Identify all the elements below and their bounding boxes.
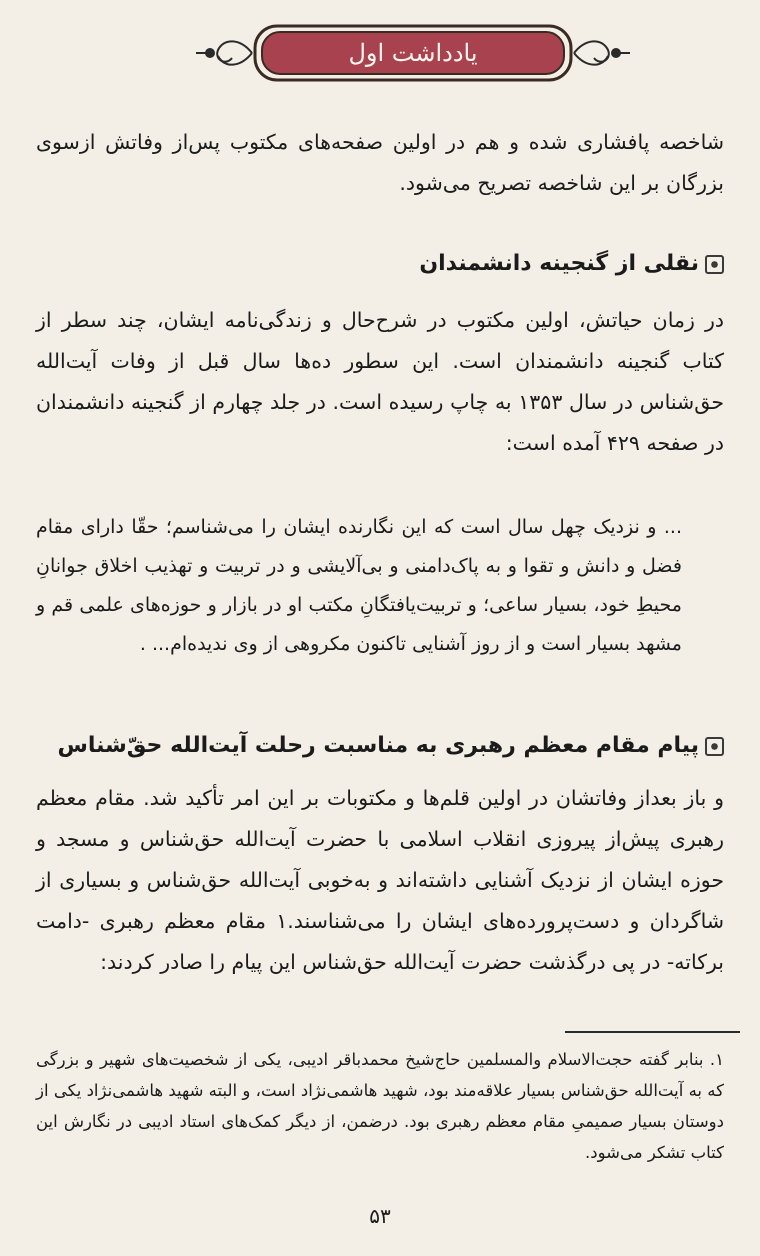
block-quote: ... و نزدیک چهل سال است که این نگارنده ایشان را می‌شناسم؛ حقّا دارای مقام فضل و دانش و تقوا و به پاک‌دامنی و بی‌آلایشی و در تربیت و تهذیب اخلاق جوانانِ محیطِ خود، بسیار ساعی؛ و تربیت‌یافتگانِ مکتب او در بازار و حوزه‌های علمی قم و مشهد بسیار است و از روز آشنایی تاکنون مکروهی از وی ندیده‌ام... . bbox=[36, 516, 682, 655]
section-heading-leader-message bbox=[36, 728, 724, 764]
page-number: ۵۳ bbox=[369, 1204, 391, 1228]
section-bullet-icon bbox=[705, 737, 724, 756]
section-heading-text: نقلی از گنجینه دانشمندان bbox=[419, 251, 699, 276]
paragraph-intro: شاخصه پافشاری شده و هم در اولین صفحه‌های مکتوب پس‌از وفاتش ازسوی بزرگان بر این شاخصه تصریح می‌شود. bbox=[36, 130, 724, 195]
section-heading-text: پیام مقام معظم رهبری به مناسبت رحلت آیت‌الله حقّ‌شناس bbox=[57, 733, 699, 758]
page-header bbox=[0, 22, 760, 84]
running-header-title: یادداشت اول bbox=[348, 39, 478, 67]
paragraph-ganjineh: در زمان حیاتش، اولین مکتوب در شرح‌حال و زندگی‌نامه ایشان، چند سطر از کتاب گنجینه دانشمندان است. این سطور ده‌ها سال قبل از وفات آیت‌الله حق‌شناس در سال ۱۳۵۳ به چاپ رسیده است. در جلد چهارم از گنجینه دانشمندان در صفحه ۴۲۹ آمده است: bbox=[36, 308, 724, 455]
footnote: ۱. بنابر گفته حجت‌الاسلام والمسلمین حاج‌شیخ محمدباقر ادیبی، یکی از شخصیت‌های شهیر و بزرگی که به آیت‌الله حق‌شناس بسیار علاقه‌مند بود، شهید هاشمی‌نژاد است، و البته شهید هاشمی‌نژاد یکی از دوستان بسیار صمیمیِ مقام معظم رهبری بود. درضمن، از دیگر کمک‌های استاد ادیبی در نگارش این کتاب تشکر می‌شود. bbox=[36, 1050, 724, 1162]
section-bullet-icon bbox=[705, 255, 724, 274]
section-heading-ganjineh bbox=[36, 246, 724, 282]
paragraph-leader: و باز بعداز وفاتشان در اولین قلم‌ها و مکتوبات بر این امر تأکید شد. مقام معظم رهبری پیش‌از پیروزی انقلاب اسلامی با حضرت آیت‌الله حق‌شناس و مسجد و حوزه ایشان از نزدیک آشنایی داشته‌اند و به‌خوبی آیت‌الله حق‌شناس و بسیاری از شاگردان و دست‌پرورده‌های ایشان را می‌شناسند.۱ مقام معظم رهبری -دامت برکاته- در پی درگذشت حضرت آیت‌الله حق‌شناس این پیام را صادر کردند: bbox=[36, 786, 724, 974]
footnote-divider bbox=[565, 1031, 740, 1033]
